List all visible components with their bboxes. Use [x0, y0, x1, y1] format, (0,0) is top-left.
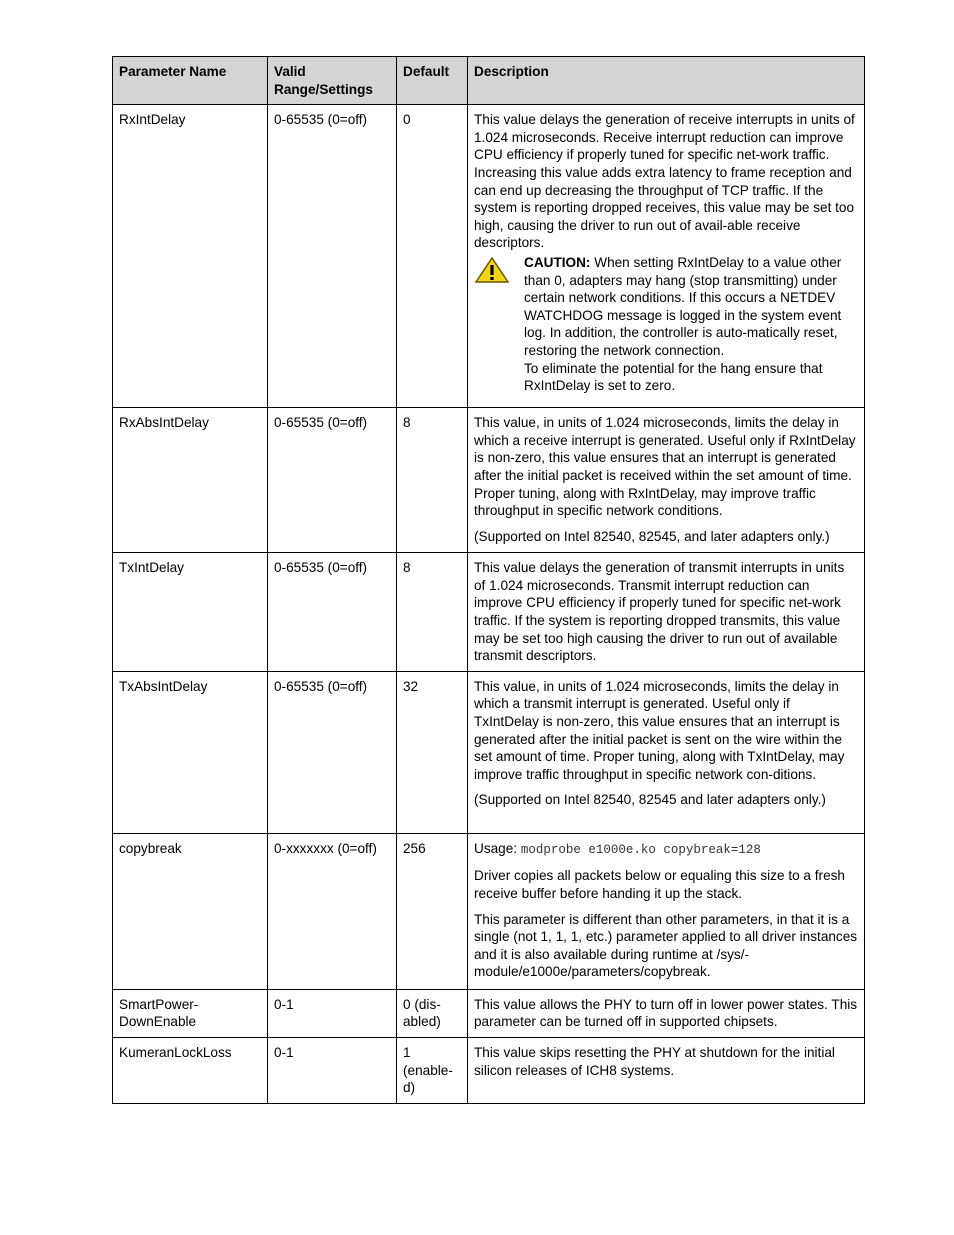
param-description	[468, 833, 865, 989]
caution-text-2: To eliminate the potential for the hang ensure that RxIntDelay is set to zero.	[524, 360, 823, 394]
table-header-row	[113, 57, 865, 105]
description-text-2: This parameter is different than other parameters, in that it is a single (not 1, 1, 1, etc.) parameter applied to all driver instances and it is also available during runtime at /sys/-module/e1000e/parameters/copybreak.	[474, 911, 858, 980]
param-default: 8	[397, 553, 468, 672]
table-row	[113, 1037, 865, 1103]
param-name: SmartPower- DownEnable	[113, 989, 268, 1037]
description-text: This value, in units of 1.024 microseconds, limits the delay in which a receive interrupt is generated. Useful only if RxIntDelay is non-zero, this value ensures that an interrupt is generated after the initial packet is received within the set amount of time. Proper tuning, along with RxIntDelay, may improve traffic throughput in specific network conditions.	[474, 415, 856, 519]
header-description: Description	[468, 57, 865, 105]
table-row	[113, 553, 865, 672]
param-description	[468, 553, 865, 672]
header-valid-range: Valid Range/Settings	[268, 57, 397, 105]
param-name: copybreak	[113, 833, 268, 989]
param-range: 0-xxxxxxx (0=off)	[268, 833, 397, 989]
caution-text-block	[524, 254, 858, 395]
description-note: (Supported on Intel 82540, 82545, and later adapters only.)	[474, 528, 830, 544]
description-text: This value skips resetting the PHY at shutdown for the initial silicon releases of ICH8 systems.	[474, 1044, 835, 1078]
param-name: RxAbsIntDelay	[113, 408, 268, 553]
param-range: 0-1	[268, 1037, 397, 1103]
usage-line	[474, 840, 858, 860]
param-description	[468, 408, 865, 553]
table-row	[113, 105, 865, 408]
param-default: 0 (dis- abled)	[397, 989, 468, 1037]
param-range: 0-65535 (0=off)	[268, 105, 397, 408]
description-text: Driver copies all packets below or equaling this size to a fresh receive buffer before handing it up the stack.	[474, 868, 845, 901]
table-row	[113, 833, 865, 989]
header-parameter-name: Parameter Name	[113, 57, 268, 105]
param-default: 1 (enable- d)	[397, 1037, 468, 1103]
table-row	[113, 671, 865, 833]
param-range: 0-1	[268, 989, 397, 1037]
param-default: 8	[397, 408, 468, 553]
description-text: This value delays the generation of receive interrupts in units of 1.024 microseconds. Receive interrupt reduction can improve CPU efficiency if properly tuned for specific net-work traffic. Increasing this value adds extra latency to frame reception and can end up decreasing the throughput of TCP traffic. If the system is reporting dropped receives, this value may be set too high, causing the driver to run out of avail-able receive descriptors.	[474, 112, 855, 251]
caution-label: CAUTION:	[524, 254, 591, 270]
param-name: TxIntDelay	[113, 553, 268, 672]
param-name: KumeranLockLoss	[113, 1037, 268, 1103]
param-range: 0-65535 (0=off)	[268, 408, 397, 553]
param-description	[468, 1037, 865, 1103]
param-name: RxIntDelay	[113, 105, 268, 408]
description-note: (Supported on Intel 82540, 82545 and later adapters only.)	[474, 792, 826, 808]
header-default: Default	[397, 57, 468, 105]
param-default: 32	[397, 671, 468, 833]
table-row	[113, 408, 865, 553]
param-description	[468, 989, 865, 1037]
param-range: 0-65535 (0=off)	[268, 671, 397, 833]
caution-text: When setting RxIntDelay to a value other than 0, adapters may hang (stop transmitting) under certain network conditions. If this occurs a NETDEV WATCHDOG message is logged in the system event log. In addition, the controller is auto-matically reset, restoring the network connection.	[524, 254, 842, 358]
param-description	[468, 105, 865, 408]
param-name: TxAbsIntDelay	[113, 671, 268, 833]
param-default: 0	[397, 105, 468, 408]
usage-code: modprobe e1000e.ko copybreak=128	[520, 842, 761, 857]
param-description	[468, 671, 865, 833]
param-range: 0-65535 (0=off)	[268, 553, 397, 672]
parameters-table	[112, 56, 865, 1104]
table-row	[113, 989, 865, 1037]
description-text: This value allows the PHY to turn off in lower power states. This parameter can be turned off in supported chipsets.	[474, 996, 858, 1030]
usage-label: Usage:	[474, 840, 518, 856]
warning-triangle-icon	[474, 254, 524, 395]
description-text: This value, in units of 1.024 microseconds, limits the delay in which a transmit interrupt is generated. Useful only if TxIntDelay is non-zero, this value ensures that an interrupt is generated after the initial packet is sent on the wire within the set amount of time. Proper tuning, along with TxIntDelay, may improve traffic throughput in specific network con-ditions.	[474, 678, 845, 782]
param-default: 256	[397, 833, 468, 989]
description-text: This value delays the generation of transmit interrupts in units of 1.024 microseconds. Transmit interrupt reduction can improve CPU efficiency if properly tuned for specific net-work traffic. If the system is reporting dropped transmits, this value may be set too high causing the driver to run out of available transmit descriptors.	[474, 560, 845, 664]
caution-note	[474, 254, 858, 395]
